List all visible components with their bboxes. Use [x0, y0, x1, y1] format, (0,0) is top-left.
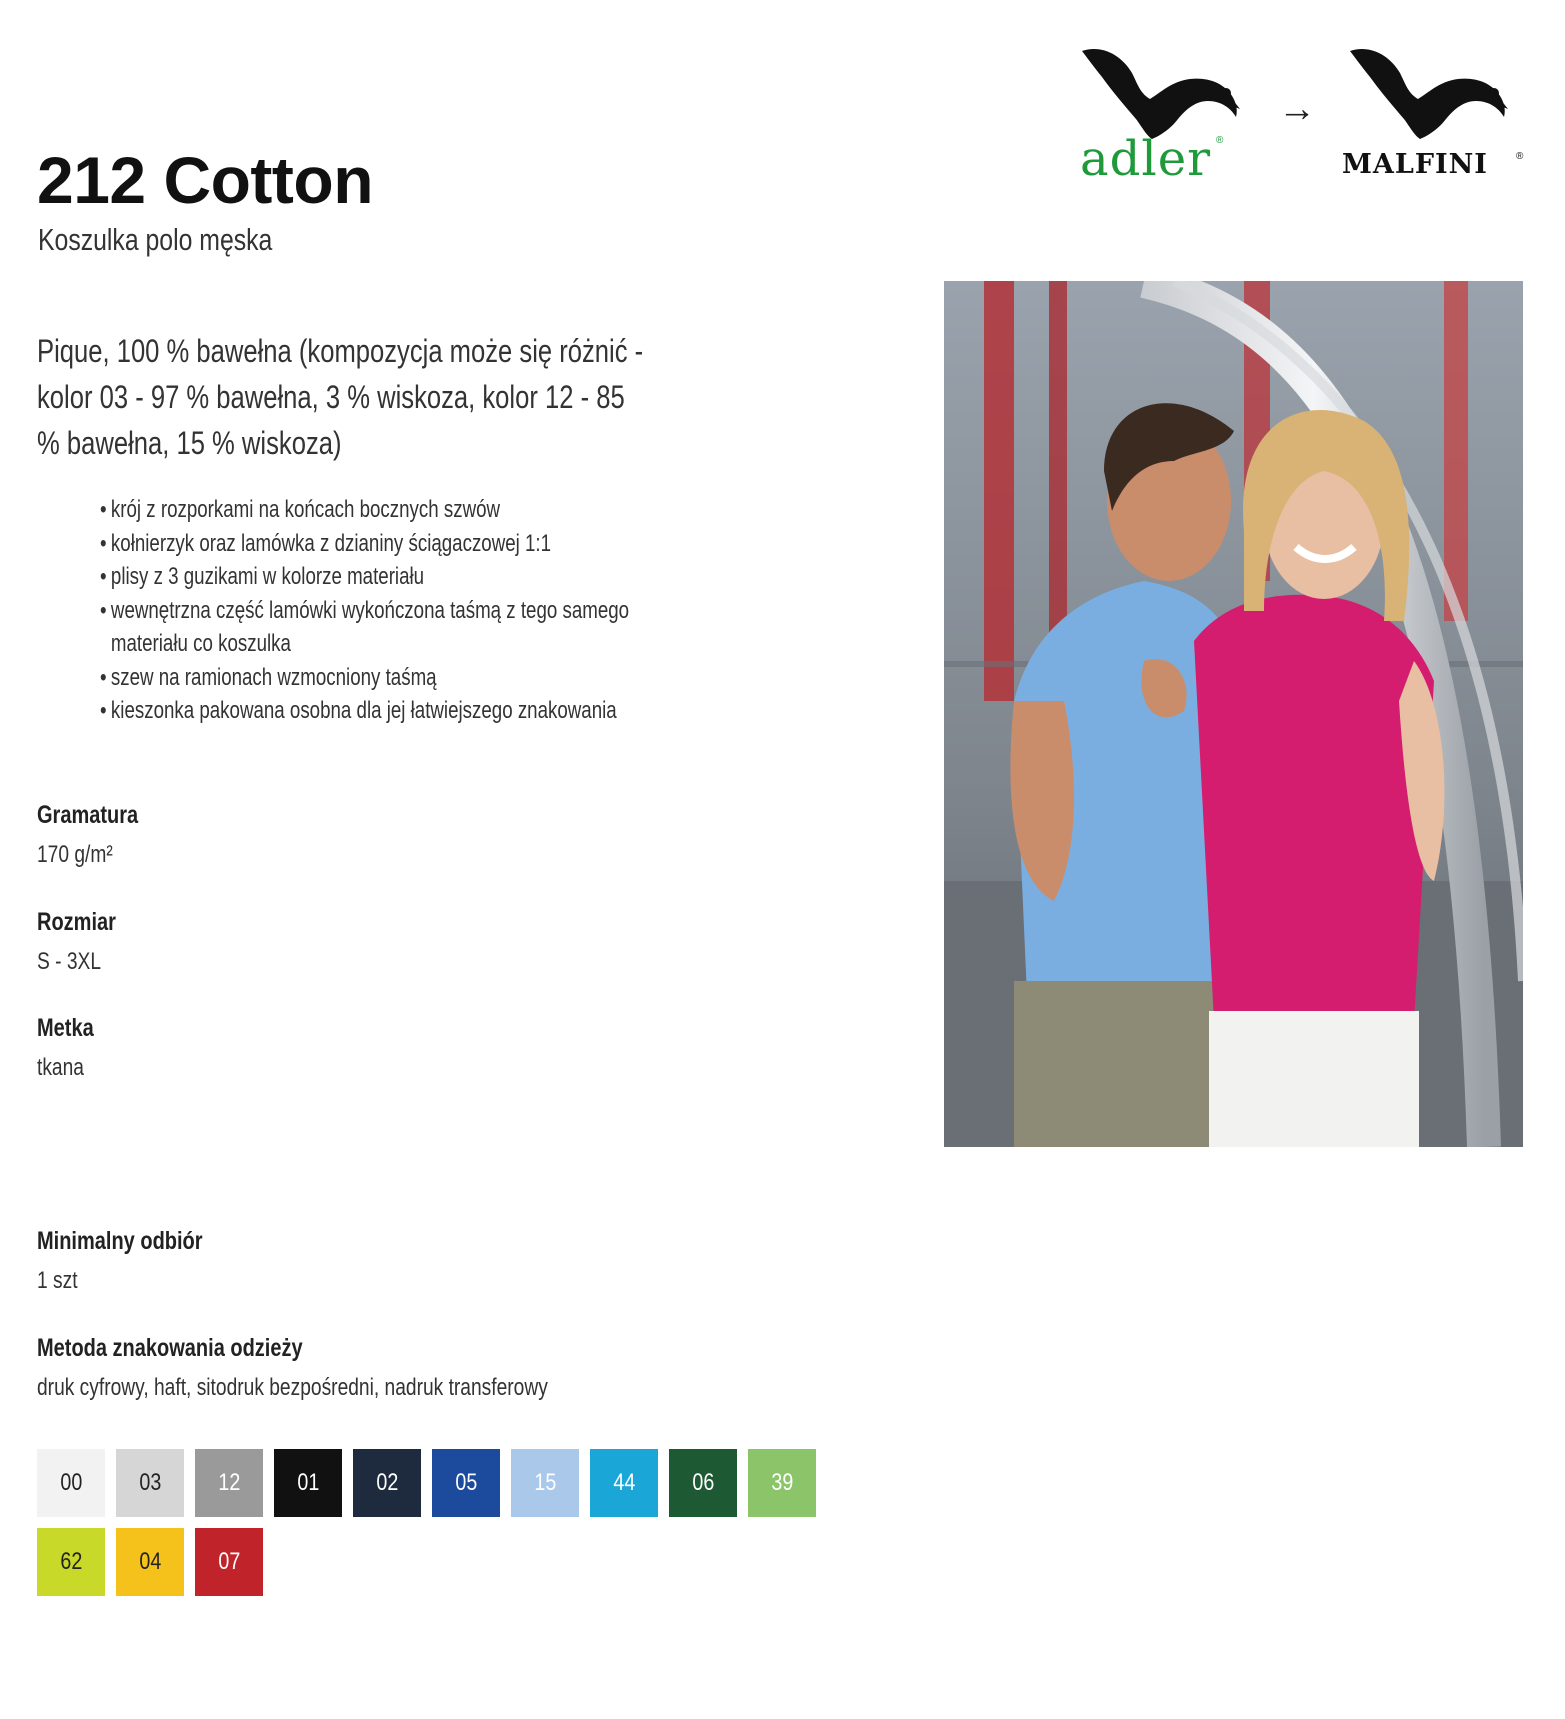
color-swatch-04[interactable] [116, 1528, 184, 1596]
spec-value: druk cyfrowy, haft, sitodruk bezpośredni, nadruk transferowy [37, 1374, 548, 1401]
malfini-registered-mark: ® [1516, 151, 1524, 162]
bullet-icon: • [100, 563, 107, 590]
color-code-label: 01 [297, 1469, 319, 1496]
brand-logos [1060, 35, 1530, 185]
bullet-icon: • [100, 596, 107, 624]
bullet-icon: • [100, 496, 107, 523]
color-swatch-01[interactable] [274, 1449, 342, 1517]
bullet-icon: • [100, 529, 107, 557]
feature-text: kieszonka pakowana osobna dla jej łatwiejszego znakowania [110, 697, 617, 724]
adler-wordmark: adler [1080, 131, 1212, 187]
feature-text: wewnętrzna część lamówki wykończona taśmą z tego samego materiału co koszulka [110, 596, 630, 657]
color-code-label: 05 [455, 1469, 477, 1496]
spec-label: Metoda znakowania odzieży [37, 1334, 303, 1362]
color-code-label: 62 [60, 1548, 82, 1575]
color-code-label: 04 [139, 1548, 161, 1575]
spec-rozmiar [37, 907, 136, 977]
spec-min-order [37, 1226, 244, 1296]
color-swatch-12[interactable] [195, 1449, 263, 1517]
color-code-label: 07 [218, 1548, 240, 1575]
color-code-label: 06 [692, 1469, 714, 1496]
feature-text: plisy z 3 guzikami w kolorze materiału [110, 563, 425, 590]
color-swatch-02[interactable] [353, 1449, 421, 1517]
feature-item [100, 661, 646, 695]
color-code-label: 15 [534, 1469, 556, 1496]
feature-item [100, 560, 646, 594]
color-code-label: 39 [771, 1469, 793, 1496]
color-code-label: 02 [376, 1469, 398, 1496]
feature-item [100, 694, 646, 728]
color-swatch-06[interactable] [669, 1449, 737, 1517]
malfini-eagle-logo-icon [1348, 43, 1508, 143]
spec-label: Gramatura [37, 801, 139, 829]
composition-text: Pique, 100 % bawełna (kompozycja może się różnić - kolor 03 - 97 % bawełna, 3 % wiskoza, kolor 12 - 85 % bawełna, 15 % wiskoza) [37, 333, 644, 461]
spec-value: tkana [37, 1054, 84, 1081]
feature-text: szew na ramionach wzmocniony taśmą [110, 663, 437, 691]
photo-illustration [944, 281, 1523, 1147]
spec-gramatura [37, 800, 163, 870]
color-swatch-07[interactable] [195, 1528, 263, 1596]
color-swatch-03[interactable] [116, 1449, 184, 1517]
spec-value: 170 g/m² [37, 841, 113, 868]
color-swatch-00[interactable] [37, 1449, 105, 1517]
spec-label: Minimalny odbiór [37, 1227, 203, 1255]
feature-item [100, 527, 646, 561]
spec-marking [37, 1333, 676, 1403]
feature-text: krój z rozporkami na końcach bocznych szwów [110, 496, 501, 523]
color-swatch-15[interactable] [511, 1449, 579, 1517]
product-subtitle: Koszulka polo męska [38, 222, 273, 257]
bullet-icon: • [100, 697, 107, 724]
color-code-label: 12 [218, 1469, 240, 1496]
color-swatch-39[interactable] [748, 1449, 816, 1517]
spec-label: Metka [37, 1014, 94, 1042]
color-swatch-62[interactable] [37, 1528, 105, 1596]
color-code-label: 44 [613, 1469, 635, 1496]
color-swatch-05[interactable] [432, 1449, 500, 1517]
feature-list [100, 493, 646, 728]
bullet-icon: • [100, 663, 107, 691]
color-code-label: 00 [60, 1469, 82, 1496]
product-photo [944, 281, 1523, 1147]
spec-label: Rozmiar [37, 908, 116, 936]
malfini-wordmark: MALFINI [1342, 149, 1488, 180]
feature-item [100, 594, 646, 661]
color-code-label: 03 [139, 1469, 161, 1496]
spec-metka [37, 1013, 108, 1083]
product-title: 212 Cotton [37, 143, 374, 217]
spec-value: S - 3XL [37, 948, 102, 975]
feature-text: kołnierzyk oraz lamówka z dzianiny ściągaczowej 1:1 [110, 529, 552, 557]
arrow-right-icon: → [1278, 88, 1316, 130]
adler-registered-mark: ® [1216, 135, 1224, 146]
adler-eagle-logo-icon [1080, 43, 1240, 143]
color-swatch-44[interactable] [590, 1449, 658, 1517]
feature-item [100, 493, 646, 527]
spec-value: 1 szt [37, 1267, 78, 1294]
